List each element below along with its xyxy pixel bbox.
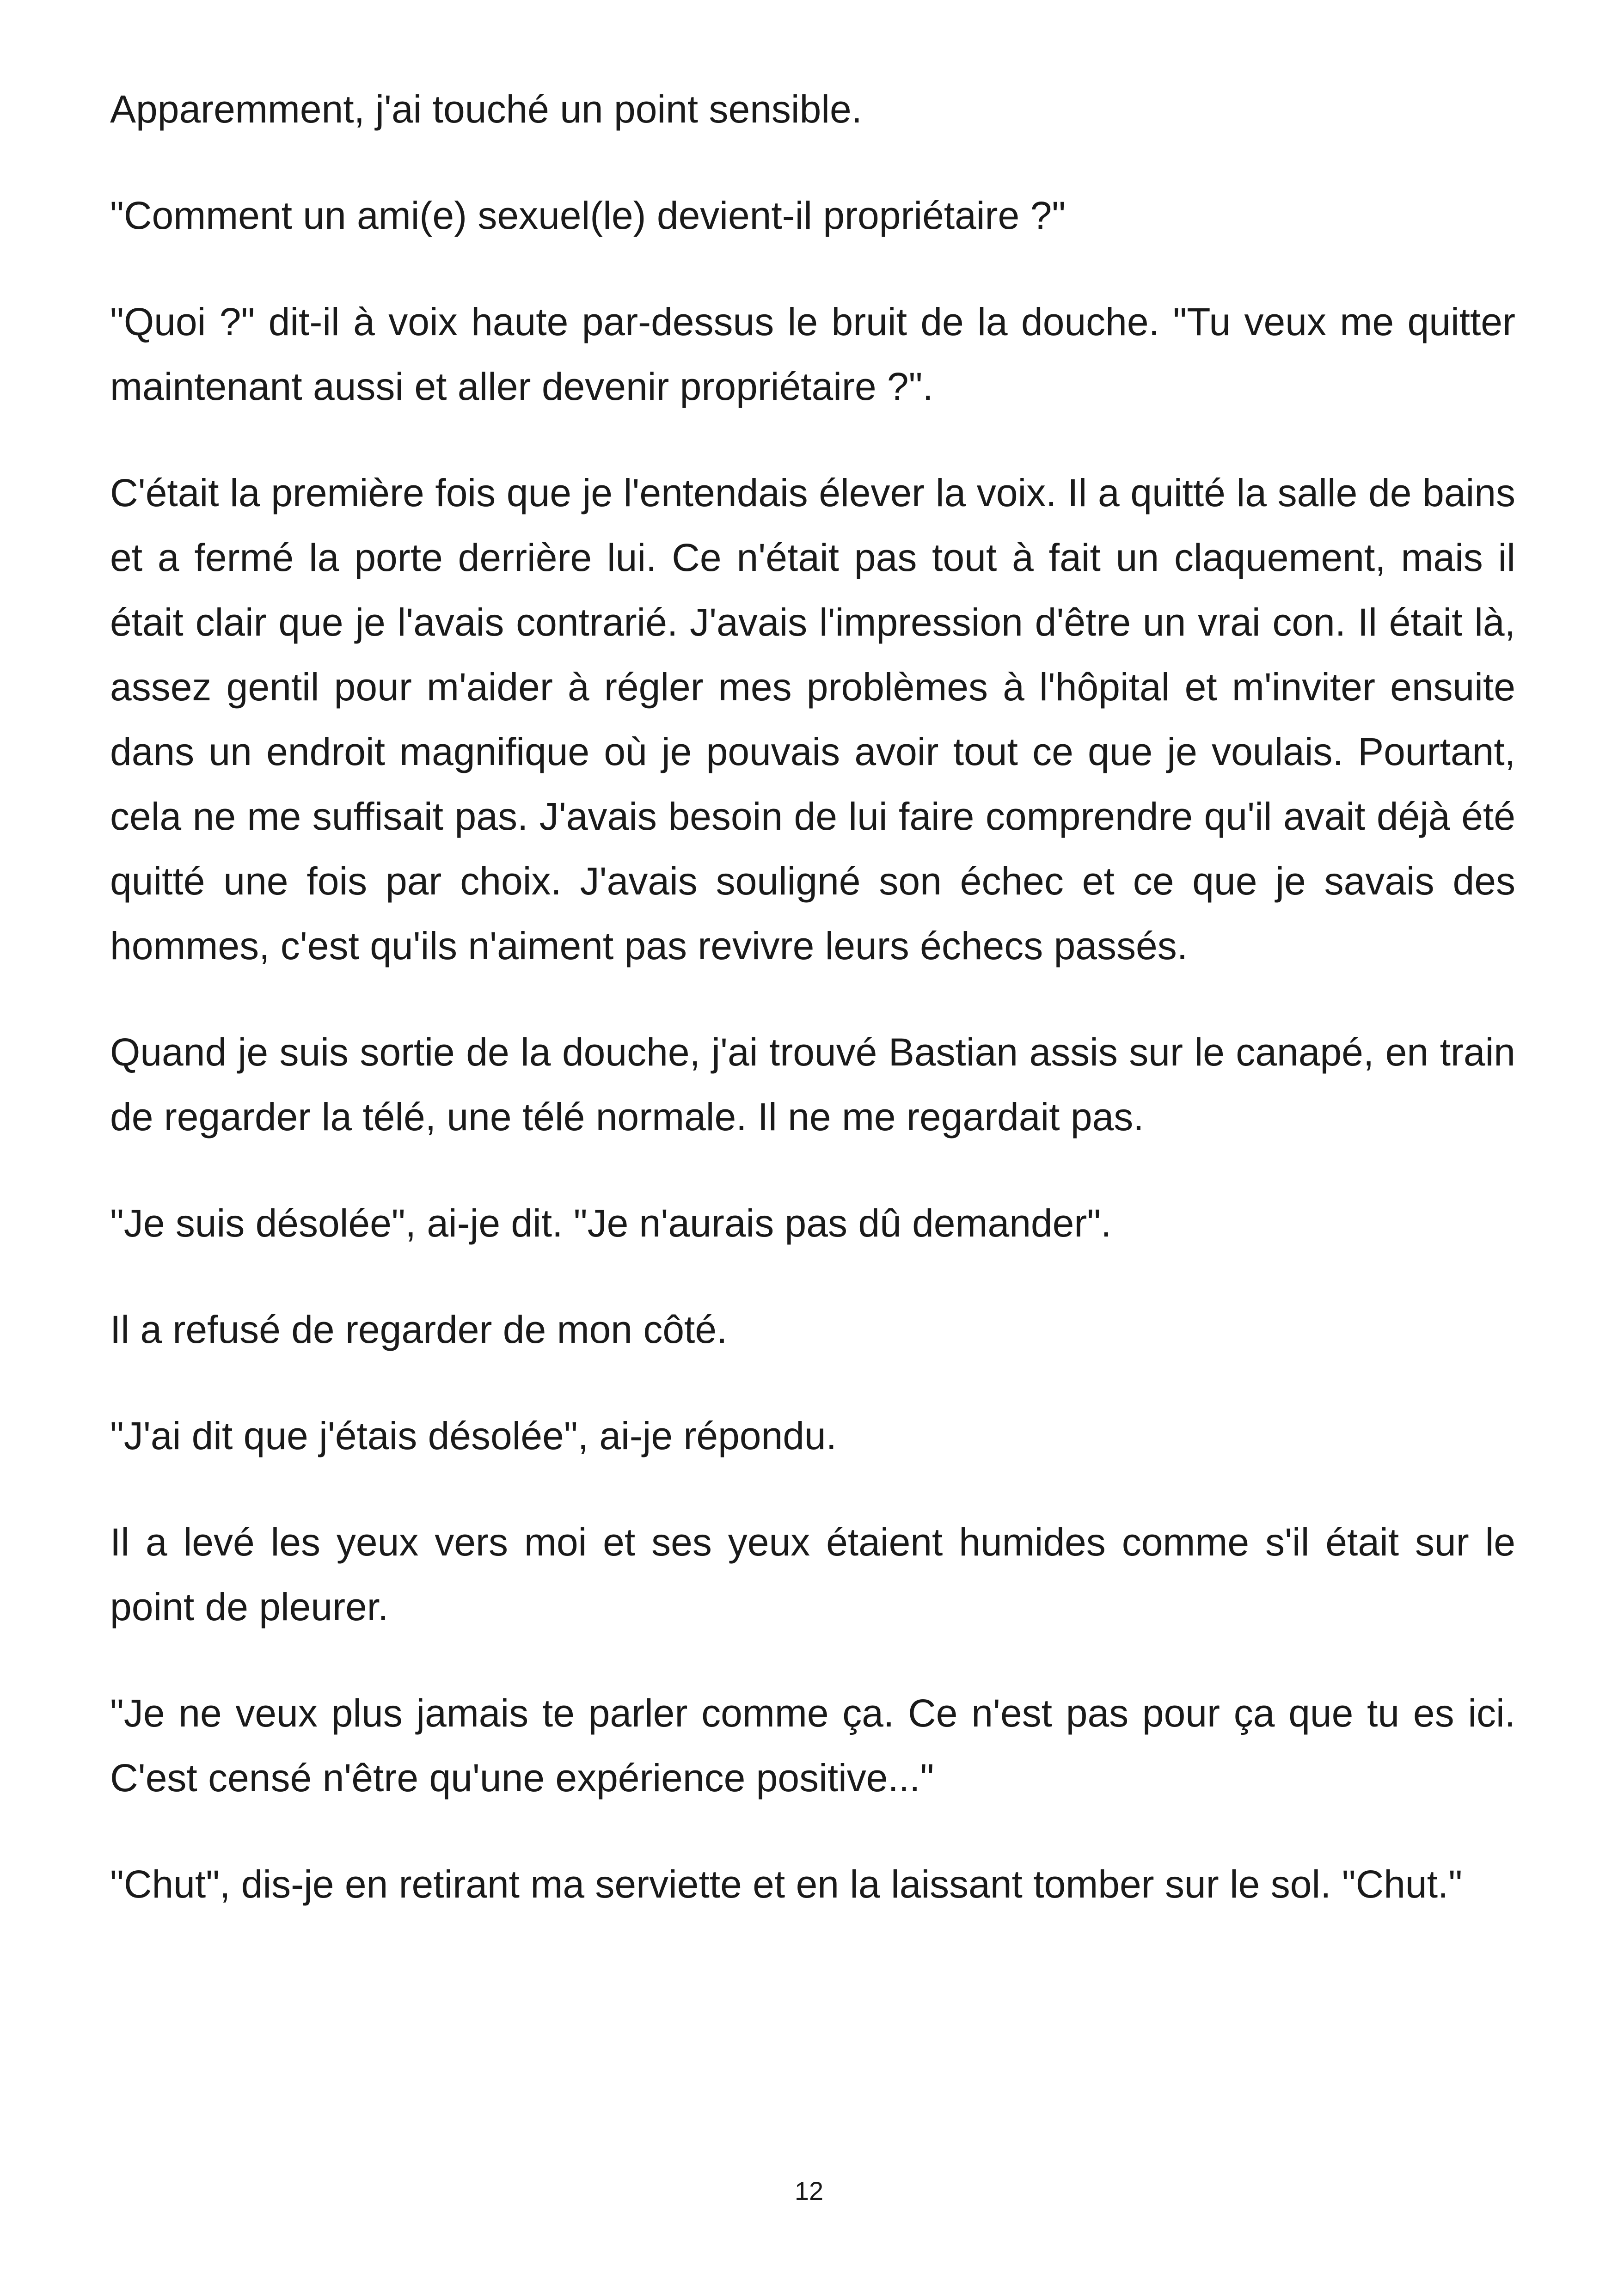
page-number: 12 — [794, 2176, 824, 2205]
paragraph: "J'ai dit que j'étais désolée", ai-je répondu. — [110, 1414, 837, 1457]
paragraph: "Chut", dis-je en retirant ma serviette et en la laissant tomber sur le sol. "Chut." — [110, 1862, 1463, 1906]
paragraph: C'était la première fois que je l'entendais élever la voix. Il a quitté la salle de bains et a fermé la porte derrière lui. Ce n'était pas tout à fait un claquement, mais il était clair que je l'avais contrarié. J'avais l'impression d'être un vrai con. Il était là, assez gentil pour m'aider à régler mes problèmes à l'hôpital et m'inviter ensuite dans un endroit magnifique où je pouvais avoir tout ce que je voulais. Pourtant, cela ne me suffisait pas. J'avais besoin de lui faire comprendre qu'il avait déjà été quitté une fois par choix. J'avais souligné son échec et ce que je savais des hommes, c'est qu'ils n'aiment pas revivre leurs échecs passés. — [110, 471, 1515, 967]
paragraph: Apparemment, j'ai touché un point sensible. — [110, 87, 863, 131]
paragraph: "Comment un ami(e) sexuel(le) devient-il propriétaire ?" — [110, 194, 1066, 237]
paragraph: "Quoi ?" dit-il à voix haute par-dessus le bruit de la douche. "Tu veux me quitter maintenant aussi et aller devenir propriétaire ?". — [110, 300, 1515, 408]
paragraph: "Je ne veux plus jamais te parler comme ça. Ce n'est pas pour ça que tu es ici. C'est censé n'être qu'une expérience positive..." — [110, 1691, 1515, 1800]
paragraph: Il a levé les yeux vers moi et ses yeux étaient humides comme s'il était sur le point de pleurer. — [110, 1520, 1515, 1629]
paragraph: Il a refusé de regarder de mon côté. — [110, 1308, 728, 1351]
body-text — [110, 77, 1515, 1958]
paragraph: Quand je suis sortie de la douche, j'ai trouvé Bastian assis sur le canapé, en train de regarder la télé, une télé normale. Il ne me regardait pas. — [110, 1030, 1515, 1139]
paragraph: "Je suis désolée", ai-je dit. "Je n'aurais pas dû demander". — [110, 1201, 1112, 1245]
